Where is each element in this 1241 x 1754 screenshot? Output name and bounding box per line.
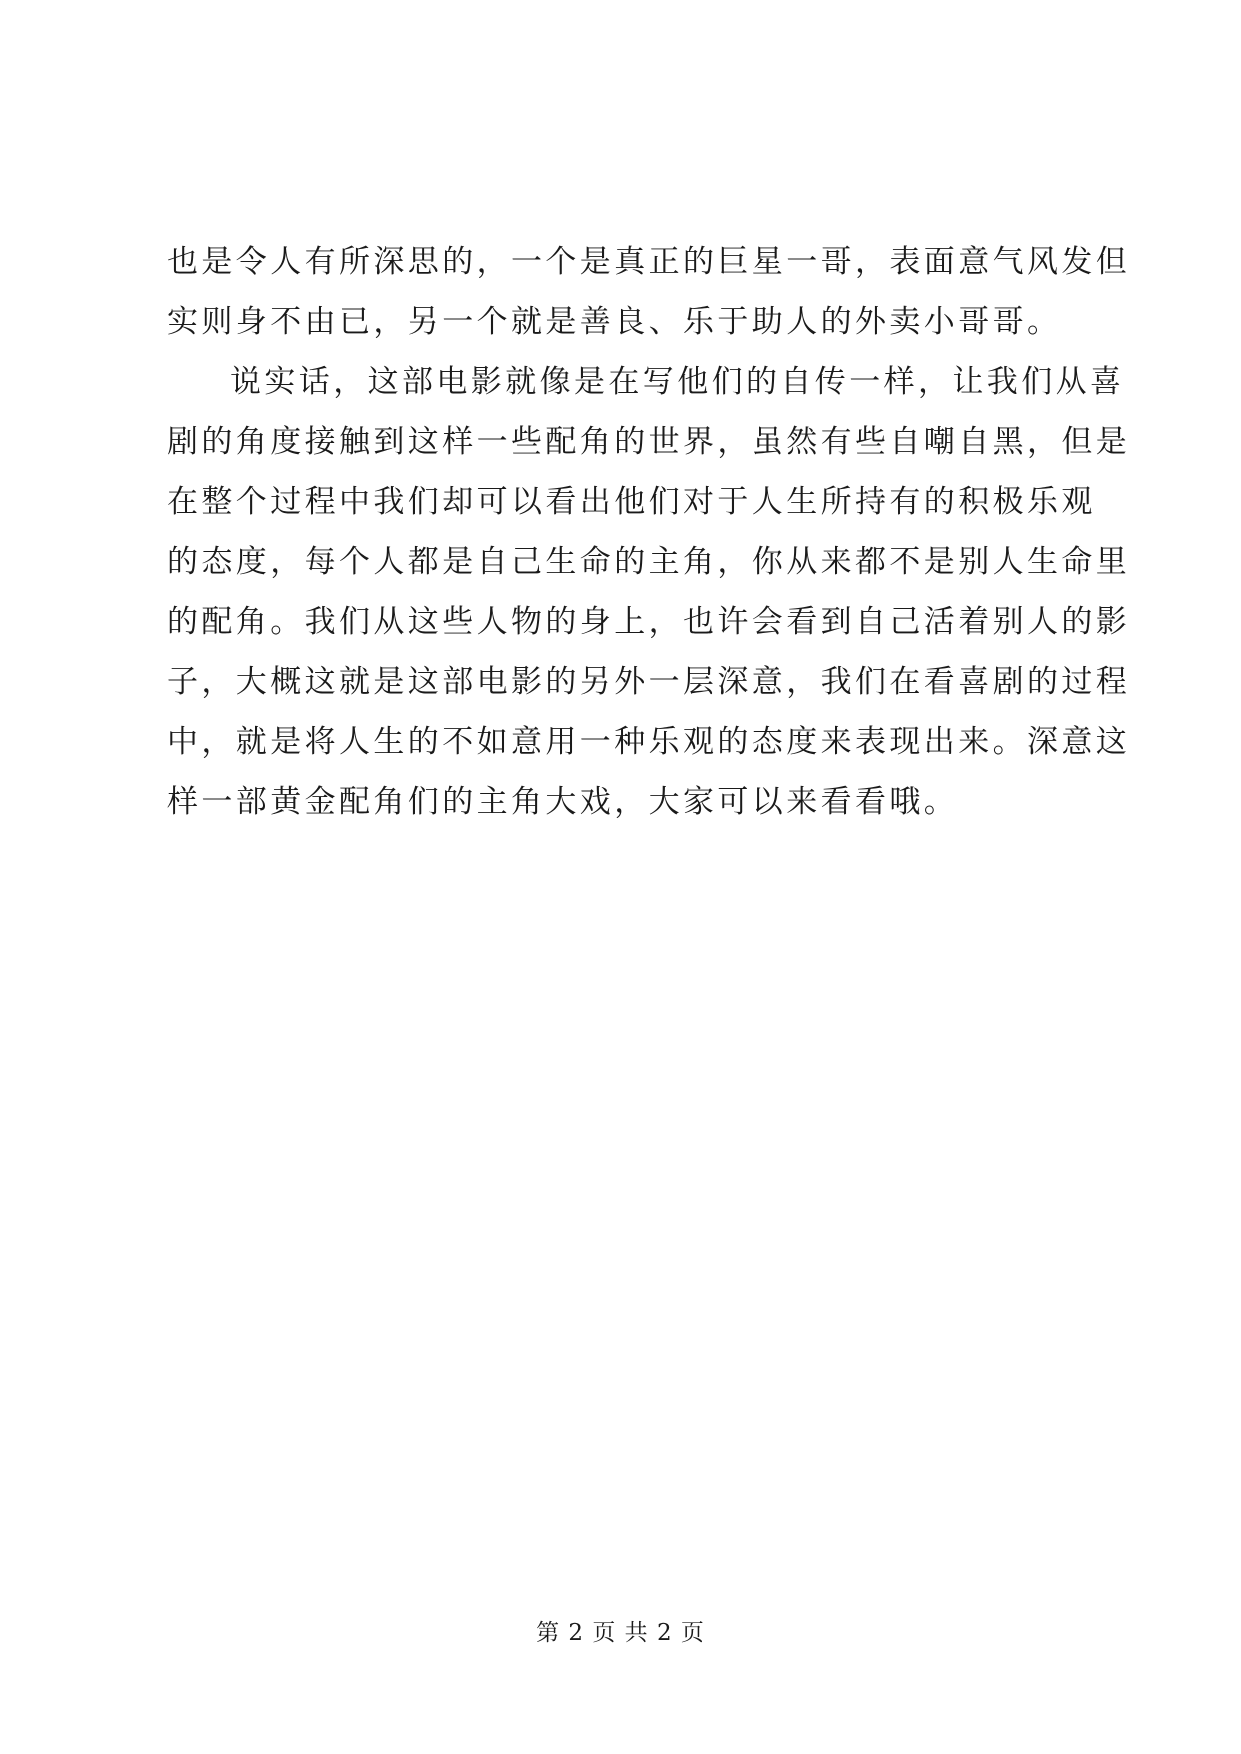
body-text [167,232,1131,832]
text-line: 样一部黄金配角们的主角大戏，大家可以来看看哦。 [167,784,959,820]
paragraph-2 [167,352,1131,832]
text-line: 说实话，这部电影就像是在写他们的自传一样，让我们从喜 [230,364,1125,400]
text-line: 子，大概这就是这部电影的另外一层深意，我们在看喜剧的过程 [167,664,1131,700]
text-line: 也是令人有所深思的，一个是真正的巨星一哥，表面意气风发但 [167,244,1131,280]
text-line: 的态度，每个人都是自己生命的主角，你从来都不是别人生命里 [167,544,1131,580]
text-line: 的配角。我们从这些人物的身上，也许会看到自己活着别人的影 [167,604,1131,640]
text-line: 剧的角度接触到这样一些配角的世界，虽然有些自嘲自黑，但是 [167,424,1131,460]
text-line: 中，就是将人生的不如意用一种乐观的态度来表现出来。深意这 [167,724,1131,760]
text-line: 实则身不由已，另一个就是善良、乐于助人的外卖小哥哥。 [167,304,1062,340]
page-footer: 第 2 页 共 2 页 [536,1620,705,1646]
text-line: 在整个过程中我们却可以看出他们对于人生所持有的积极乐观 [167,484,1096,520]
paragraph-1 [167,232,1131,352]
